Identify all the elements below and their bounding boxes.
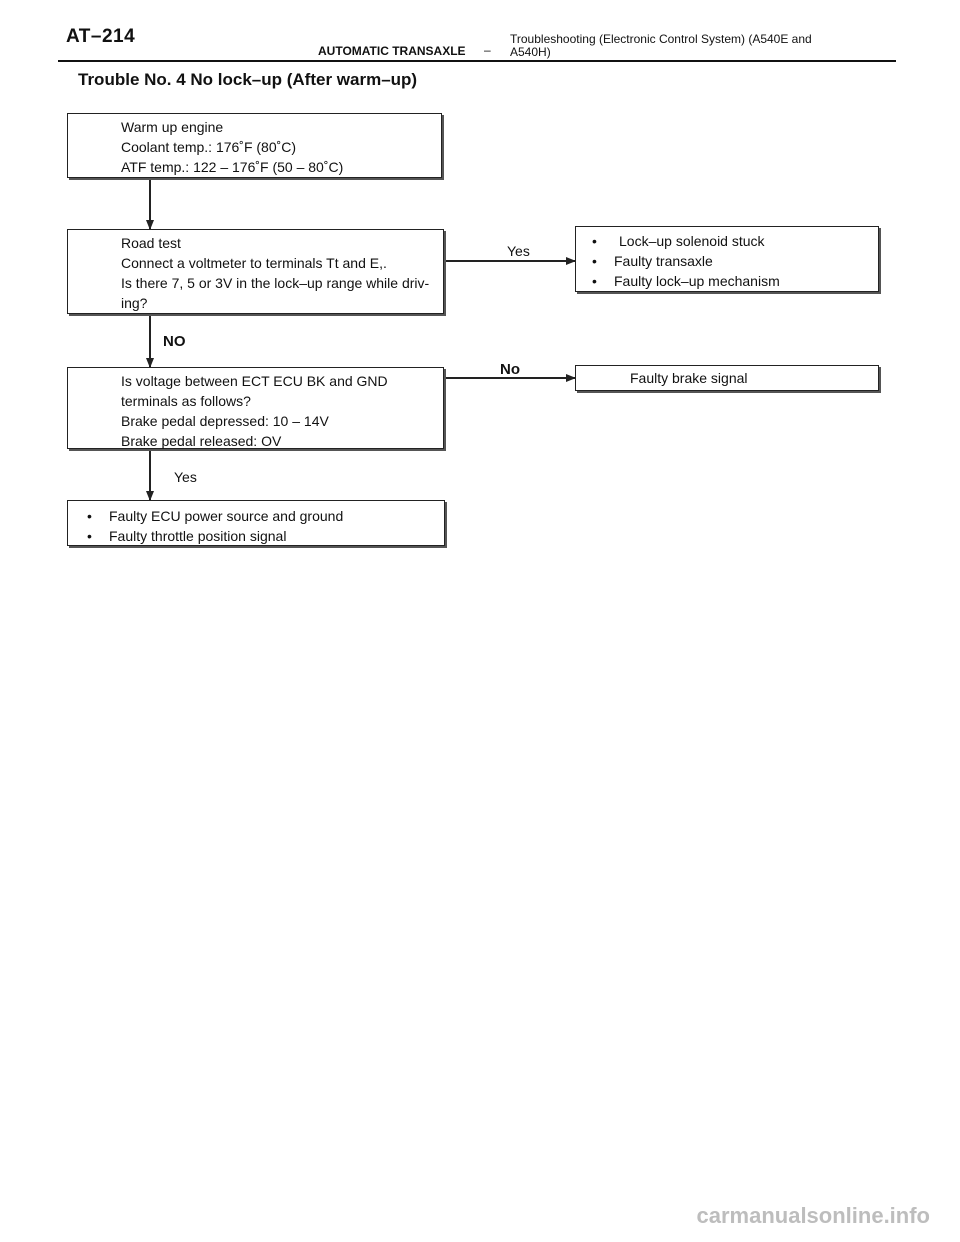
bullet-icon: • xyxy=(87,508,92,524)
bullet-icon: • xyxy=(592,233,597,249)
section-title: AUTOMATIC TRANSAXLE xyxy=(318,44,466,58)
subsection-title: Troubleshooting (Electronic Control System) (A540E and A540H) xyxy=(510,32,812,59)
atf-temp-line: ATF temp.: 122 – 176˚F (50 – 80˚C) xyxy=(121,159,344,175)
list-item: • Faulty ECU power source and ground xyxy=(87,508,344,524)
list-item: • Faulty transaxle xyxy=(592,253,713,269)
result-brake-signal xyxy=(575,365,879,391)
bullet-icon: • xyxy=(87,528,92,544)
result-ecu-throttle xyxy=(67,500,445,546)
road-test-line: Road test xyxy=(121,235,181,251)
label-brake-yes: Yes xyxy=(174,469,197,485)
step-warm-up xyxy=(67,113,442,178)
voltage-question-line: Is there 7, 5 or 3V in the lock–up range while driv- xyxy=(121,275,430,291)
list-item: • Faulty lock–up mechanism xyxy=(592,273,780,289)
bullet-icon: • xyxy=(592,253,597,269)
brake-depressed-line: Brake pedal depressed: 10 – 14V xyxy=(121,413,329,429)
bullet-icon: • xyxy=(592,273,597,289)
warm-up-line: Warm up engine xyxy=(121,119,224,135)
header-separator: – xyxy=(484,43,491,57)
voltage-question-cont: ing? xyxy=(121,295,148,311)
brake-signal-text: Faulty brake signal xyxy=(630,370,748,386)
list-item: • Faulty throttle position signal xyxy=(87,528,287,544)
coolant-temp-line: Coolant temp.: 176˚F (80˚C) xyxy=(121,139,297,155)
label-brake-no: No xyxy=(500,361,520,378)
brake-question-cont: terminals as follows? xyxy=(121,393,251,409)
label-roadtest-no: NO xyxy=(163,333,186,350)
result-lockup-faults xyxy=(575,226,879,292)
step-road-test xyxy=(67,229,444,314)
brake-released-line: Brake pedal released: OV xyxy=(121,433,282,449)
page-title: Trouble No. 4 No lock–up (After warm–up) xyxy=(78,70,418,89)
voltmeter-line: Connect a voltmeter to terminals Tt and E,. xyxy=(121,255,387,271)
step-brake-check xyxy=(67,367,444,449)
label-roadtest-yes: Yes xyxy=(507,243,530,259)
list-item: • Lock–up solenoid stuck xyxy=(592,233,765,249)
page-number: AT–214 xyxy=(66,26,136,47)
watermark: carmanualsonline.info xyxy=(696,1203,930,1228)
brake-question-line: Is voltage between ECT ECU BK and GND xyxy=(121,373,388,389)
